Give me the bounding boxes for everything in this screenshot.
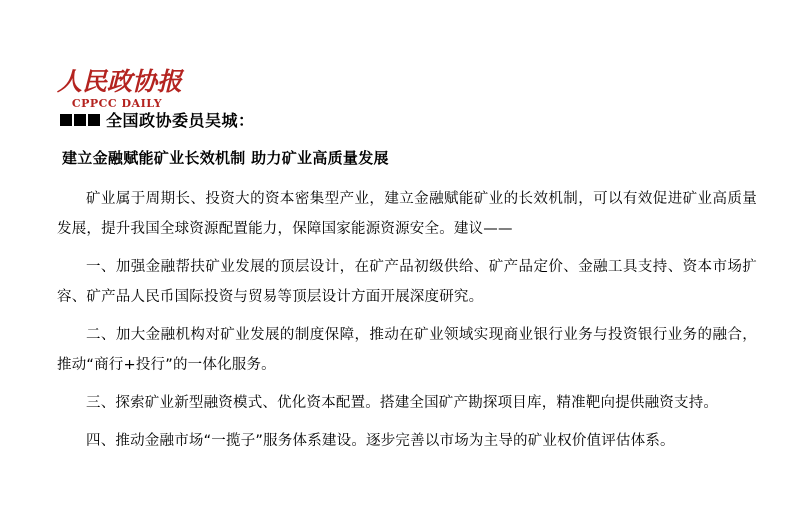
subheadline: 建立金融赋能矿业长效机制 助力矿业高质量发展 — [62, 149, 389, 167]
article-paragraph: 四、推动金融市场“一揽子”服务体系建设。逐步完善以市场为主导的矿业权价值评估体系。 — [86, 433, 675, 449]
newspaper-masthead — [57, 67, 183, 110]
article-paragraph: 三、探索矿业新型融资模式、优化资本配置。搭建全国矿产勘探项目库，精准靶向提供融资支持。 — [86, 395, 719, 411]
byline-row — [57, 108, 757, 131]
bullet-squares-icon — [60, 114, 100, 126]
masthead-english-title: CPPCC DAILY — [71, 97, 163, 110]
article-paragraph: 二、加大金融机构对矿业发展的制度保障，推动在矿业领域实现商业银行业务与投资银行业务的融合，推动“商行+投行”的一体化服务。 — [57, 327, 757, 373]
masthead-chinese-title: 人民政协报 — [57, 67, 183, 96]
article-paragraph: 一、加强金融帮扶矿业发展的顶层设计，在矿产品初级供给、矿产品定价、金融工具支持、资本市场扩容、矿产品人民币国际投资与贸易等顶层设计方面开展深度研究。 — [57, 259, 757, 305]
article-body — [57, 108, 757, 464]
byline-text: 全国政协委员吴城： — [106, 111, 255, 130]
article-paragraph: 矿业属于周期长、投资大的资本密集型产业，建立金融赋能矿业的长效机制，可以有效促进矿业高质量发展，提升我国全球资源配置能力，保障国家能源资源安全。建议—— — [57, 191, 757, 237]
